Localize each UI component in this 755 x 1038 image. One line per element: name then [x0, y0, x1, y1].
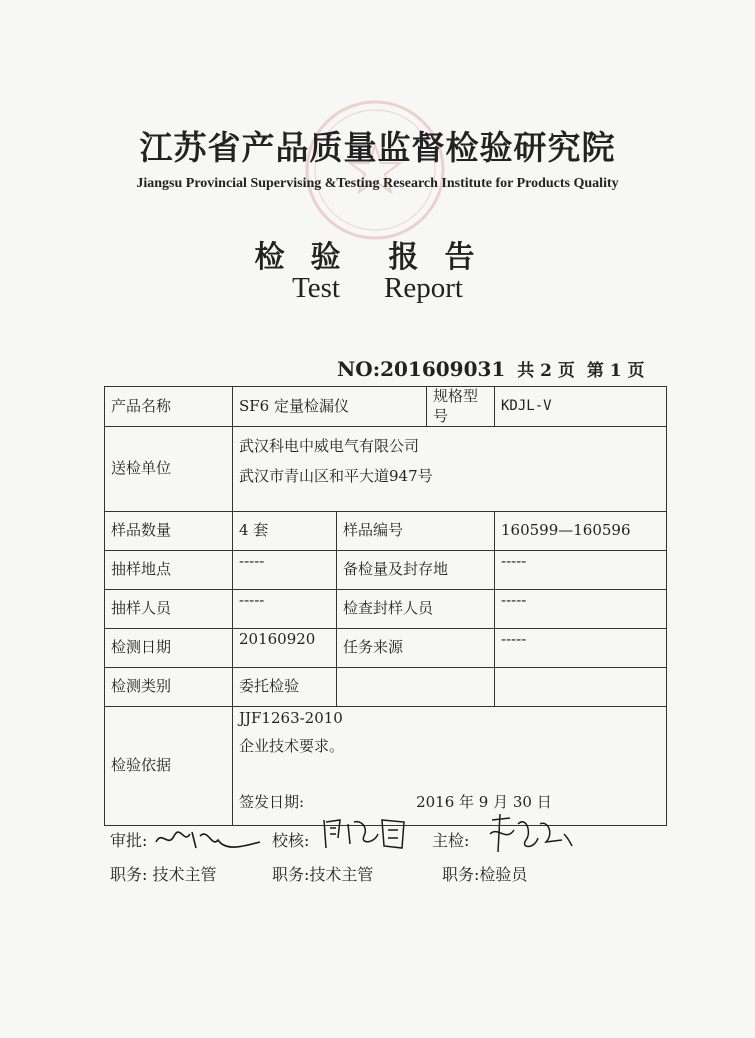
client-label: 送检单位 — [105, 427, 233, 512]
task-source-label: 任务来源 — [337, 629, 495, 668]
sampler-label: 抽样人员 — [105, 590, 233, 629]
sampler-value: ----- — [239, 591, 265, 610]
seal-person-label: 检查封样人员 — [337, 590, 495, 629]
check-label: 校核: — [272, 831, 310, 850]
basis-standard: JJF1263-2010 — [239, 709, 343, 727]
report-title-cn — [0, 232, 755, 276]
client-name: 武汉科电中威电气有限公司 — [239, 437, 420, 455]
client-cell — [233, 427, 667, 512]
product-name-value: SF6 定量检漏仪 — [233, 387, 427, 427]
test-type-label: 检测类别 — [105, 668, 233, 707]
title-cn-part-1: 检验 — [254, 240, 367, 275]
check-title: 职务:技术主管 — [272, 865, 374, 884]
model-value: KDJL-V — [495, 387, 667, 427]
test-type-value: 委托检验 — [233, 668, 337, 707]
table-row — [105, 387, 667, 427]
approve-label: 审批: — [110, 831, 148, 850]
page-current: 第 1 页 — [586, 361, 645, 381]
checker-signature-icon — [318, 814, 408, 856]
signature-row — [110, 822, 670, 862]
client-address: 武汉市青山区和平大道947号 — [239, 466, 433, 485]
task-source-value: ----- — [501, 630, 527, 649]
empty-cell — [337, 668, 495, 707]
stock-label: 备检量及封存地 — [337, 551, 495, 590]
sample-no-value: 160599—160596 — [495, 512, 667, 551]
sampling-place-value: ----- — [239, 552, 265, 571]
test-date-label: 检测日期 — [105, 629, 233, 668]
issue-date-line — [239, 793, 552, 813]
table-row — [105, 551, 667, 590]
table-row — [105, 590, 667, 629]
task-source-cell — [495, 629, 667, 668]
sample-no-label: 样品编号 — [337, 512, 495, 551]
report-number-line — [337, 356, 645, 381]
main-title: 职务:检验员 — [442, 865, 528, 884]
table-row — [105, 512, 667, 551]
sample-qty-value: 4 套 — [233, 512, 337, 551]
table-row — [105, 707, 667, 826]
table-row — [105, 668, 667, 707]
approve-title: 职务: 技术主管 — [110, 865, 217, 884]
seal-person-value: ----- — [501, 591, 527, 610]
main-label: 主检: — [432, 831, 470, 850]
title-en-part-2: Report — [383, 272, 463, 304]
stock-cell — [495, 551, 667, 590]
page-total: 共 2 页 — [517, 361, 575, 381]
basis-requirement: 企业技术要求。 — [239, 737, 345, 755]
sampling-place-label: 抽样地点 — [105, 551, 233, 590]
report-info-table — [104, 386, 667, 826]
official-seal-icon — [300, 95, 450, 245]
institute-name-cn: 江苏省产品质量监督检验研究院 — [139, 128, 616, 167]
title-en-part-1: Test — [292, 272, 340, 304]
basis-cell — [233, 707, 667, 826]
approver-signature-icon — [152, 822, 262, 856]
table-row — [105, 629, 667, 668]
product-name-label: 产品名称 — [105, 387, 233, 427]
issue-date-value: 2016 年 9 月 30 日 — [416, 793, 552, 811]
report-title-en — [0, 272, 755, 305]
title-cn-part-2: 报告 — [388, 240, 501, 275]
issue-date-label: 签发日期: — [239, 793, 305, 811]
sampling-place-cell — [233, 551, 337, 590]
report-number: NO:201609031 — [337, 357, 506, 381]
test-date-value: 20160920 — [239, 630, 316, 649]
empty-cell — [495, 668, 667, 707]
table-row — [105, 427, 667, 512]
sample-qty-label: 样品数量 — [105, 512, 233, 551]
sampler-cell — [233, 590, 337, 629]
institute-name-en: Jiangsu Provincial Supervising &Testing Research Institute for Products Quality — [136, 176, 619, 191]
seal-person-cell — [495, 590, 667, 629]
inspector-signature-icon — [482, 812, 574, 860]
stock-value: ----- — [501, 552, 527, 571]
basis-label: 检验依据 — [105, 707, 233, 826]
test-date-cell — [233, 629, 337, 668]
model-label: 规格型号 — [427, 387, 495, 427]
